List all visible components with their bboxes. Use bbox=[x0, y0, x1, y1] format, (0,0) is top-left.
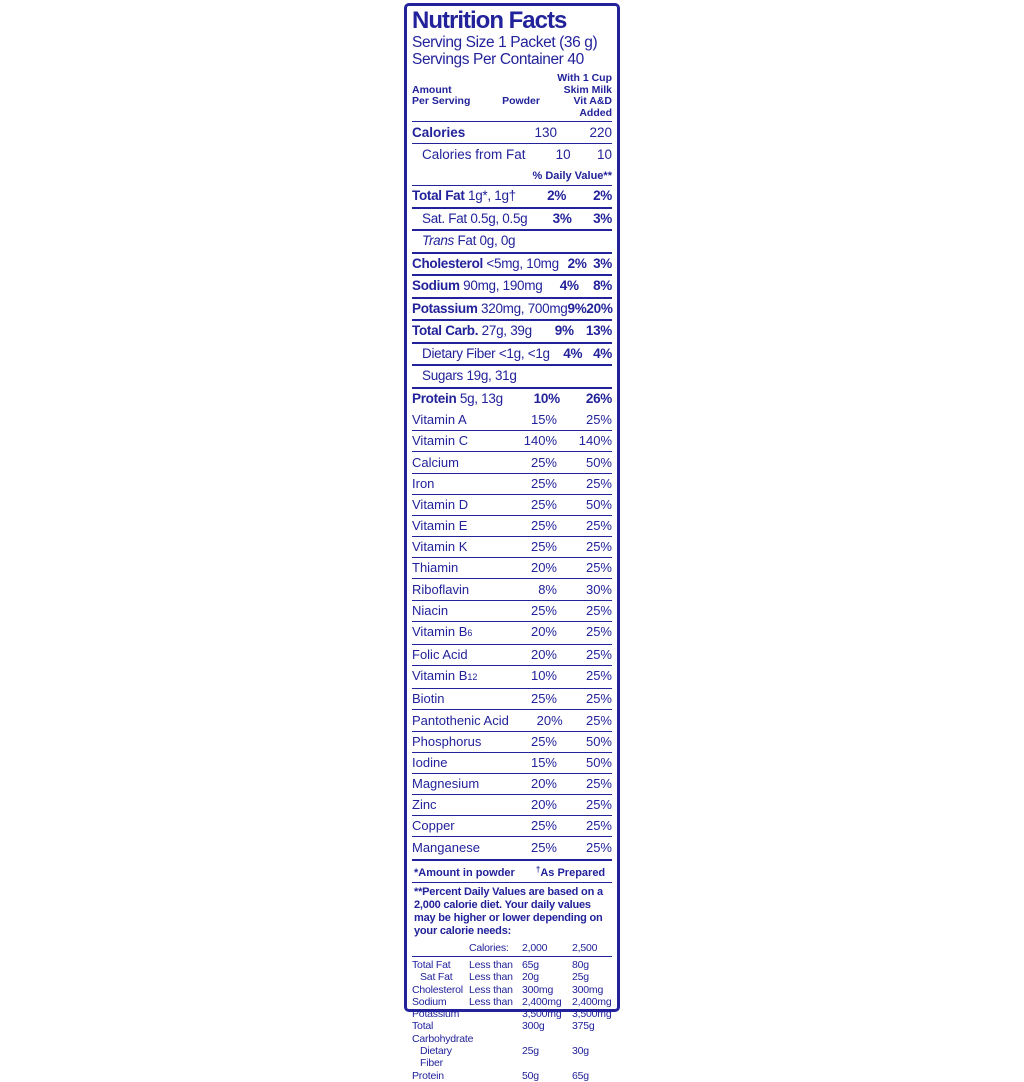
vitamin-powder-dv: 25% bbox=[530, 818, 557, 834]
nutrient-label bbox=[412, 189, 516, 204]
dv-table-row bbox=[412, 1020, 612, 1045]
as-prepared-note bbox=[535, 864, 606, 879]
vitamin-powder-dv: 25% bbox=[530, 839, 557, 855]
dv-row-label: Dietary Fiber bbox=[420, 1044, 452, 1070]
dv-row-qualifier bbox=[469, 1020, 522, 1045]
vitamin-powder-dv: 25% bbox=[530, 454, 557, 470]
nutrient-row bbox=[412, 387, 612, 410]
nutrient-label bbox=[412, 392, 503, 407]
nutrient-label bbox=[412, 302, 568, 317]
vitamin-prepared-dv: 25% bbox=[585, 647, 612, 663]
vitamin-powder-dv: 25% bbox=[530, 518, 557, 534]
vitamin-prepared-dv: 25% bbox=[585, 412, 612, 428]
nutrient-amount: 1g*, 1g† bbox=[468, 188, 516, 203]
vitamin-name: Phosphorus bbox=[412, 733, 482, 749]
dv-row-2000-value: 65g bbox=[522, 958, 539, 971]
calories-row bbox=[412, 143, 612, 165]
dv-row-2500-value: 375g bbox=[572, 1020, 595, 1033]
nutrient-name: Dietary Fiber bbox=[422, 345, 496, 361]
vitamin-row bbox=[412, 731, 612, 752]
vitamin-name: Zinc bbox=[412, 797, 437, 813]
vitamin-name: Vitamin K bbox=[412, 539, 468, 555]
vitamin-powder-dv: 25% bbox=[530, 496, 557, 512]
dv-calories-label: Calories: bbox=[469, 941, 509, 954]
calories-row-label: Calories bbox=[412, 124, 466, 140]
nutrient-label bbox=[412, 212, 527, 227]
calories-row bbox=[412, 122, 612, 143]
dv-table-body bbox=[412, 957, 612, 1082]
vitamin-row bbox=[412, 557, 612, 578]
dv-row-label: Sodium bbox=[412, 995, 447, 1008]
vitamin-name: Biotin bbox=[412, 691, 445, 707]
vitamin-row bbox=[412, 536, 612, 557]
vitamin-prepared-dv: 25% bbox=[585, 818, 612, 834]
nutrient-row bbox=[412, 297, 612, 320]
nutrient-prepared-dv: 3% bbox=[593, 210, 612, 226]
nutrient-amount: 5g, 13g bbox=[459, 390, 503, 406]
vitamin-powder-dv: 15% bbox=[530, 754, 557, 770]
vitamin-row bbox=[412, 752, 612, 773]
vitamin-name: Calcium bbox=[412, 454, 459, 470]
vitamin-name: Iron bbox=[412, 475, 435, 491]
vitamin-prepared-dv: 25% bbox=[585, 560, 612, 576]
with-milk-header-line1 bbox=[412, 73, 612, 85]
nutrient-row bbox=[412, 229, 612, 252]
dv-row-label: Potassium bbox=[412, 1008, 460, 1021]
dv-row-qualifier: Less than bbox=[469, 971, 513, 984]
nutrient-name: Total Carb. bbox=[412, 323, 479, 338]
dv-row-qualifier bbox=[469, 1070, 522, 1082]
nutrient-name: Sodium bbox=[412, 278, 460, 293]
vitamin-prepared-dv: 25% bbox=[585, 518, 612, 534]
dv-row-2500-value: 30g bbox=[572, 1044, 589, 1057]
dv-row-2000-value: 2,400mg bbox=[522, 995, 562, 1008]
nutrient-name: Potassium bbox=[412, 300, 478, 316]
dv-row-label: Total Carbohydrate bbox=[412, 1020, 474, 1045]
vitamin-prepared-dv: 140% bbox=[578, 433, 612, 449]
vitamin-powder-dv: 140% bbox=[523, 433, 557, 449]
prepared-column-header: Vit A&D Added bbox=[573, 95, 612, 119]
vitamin-row bbox=[412, 410, 612, 430]
vitamin-powder-dv: 20% bbox=[530, 776, 557, 792]
vitamin-powder-dv: 20% bbox=[530, 623, 557, 639]
vitamin-powder-dv: 8% bbox=[538, 581, 557, 597]
dv-row-label: Sat Fat bbox=[420, 971, 453, 984]
nutrient-amount: 0.5g, 0.5g bbox=[470, 210, 528, 226]
dv-col-2500-header: 2,500 bbox=[572, 941, 598, 954]
dv-row-2500-value: 80g bbox=[572, 958, 589, 971]
nutrient-row bbox=[412, 364, 612, 387]
nutrient-name: Total Fat bbox=[412, 188, 465, 203]
nutrient-prepared-dv: 8% bbox=[593, 278, 612, 293]
dv-row-qualifier bbox=[469, 1008, 522, 1020]
vitamin-row bbox=[412, 600, 612, 621]
calories-powder-value: 130 bbox=[534, 124, 557, 140]
vitamin-name: Pantothenic Acid bbox=[412, 712, 509, 728]
vitamin-row bbox=[412, 621, 612, 644]
nutrient-name: Trans bbox=[422, 233, 455, 248]
dv-table-row bbox=[412, 1045, 612, 1070]
nutrient-row bbox=[412, 274, 612, 297]
vitamin-row bbox=[412, 578, 612, 599]
nutrient-prepared-dv: 3% bbox=[593, 255, 612, 271]
vitamin-name: Vitamin B6 bbox=[412, 623, 473, 639]
nutrient-label bbox=[412, 369, 517, 384]
with-milk-text-line1: With 1 Cup bbox=[557, 72, 612, 84]
vitamin-row bbox=[412, 665, 612, 688]
vitamin-powder-dv: 25% bbox=[530, 691, 557, 707]
amount-in-powder-note: *Amount in powder bbox=[414, 866, 515, 879]
nutrient-amount: 27g, 39g bbox=[481, 323, 532, 338]
nutrient-powder-dv: 4% bbox=[559, 278, 579, 293]
label-title: Nutrition Facts bbox=[412, 7, 567, 34]
dv-row-2000-value: 300mg bbox=[522, 983, 554, 996]
vitamin-name: Vitamin D bbox=[412, 496, 469, 512]
powder-column-header: Powder bbox=[502, 95, 540, 107]
vitamin-row bbox=[412, 494, 612, 515]
dv-row-qualifier bbox=[469, 1045, 522, 1070]
nutrient-name: Cholesterol bbox=[412, 255, 483, 271]
nutrient-prepared-dv: 26% bbox=[585, 390, 612, 406]
nutrient-powder-dv: 3% bbox=[552, 210, 572, 226]
vitamin-prepared-dv: 50% bbox=[585, 733, 612, 749]
nutrient-label bbox=[412, 279, 542, 294]
as-prepared-text: As Prepared bbox=[540, 866, 606, 879]
nutrient-label bbox=[412, 347, 550, 362]
dv-row-2000-value: 300g bbox=[522, 1020, 545, 1033]
dv-table-row bbox=[412, 1070, 612, 1082]
nutrient-amount: Fat 0g, 0g bbox=[457, 233, 516, 248]
serving-size-line: Serving Size 1 Packet (36 g) bbox=[412, 34, 598, 51]
vitamin-name: Vitamin B12 bbox=[412, 668, 478, 684]
nutrient-name: Protein bbox=[412, 390, 457, 406]
dv-table-row bbox=[412, 996, 612, 1008]
nutrient-label bbox=[412, 234, 515, 249]
dv-table-row bbox=[412, 1008, 612, 1020]
nutrient-powder-dv: 9% bbox=[554, 323, 574, 338]
vitamin-row bbox=[412, 794, 612, 815]
dv-row-2000-value: 50g bbox=[522, 1069, 539, 1082]
dv-row-2000-value: 20g bbox=[522, 971, 539, 984]
vitamin-powder-dv: 20% bbox=[530, 647, 557, 663]
calories-section bbox=[412, 121, 612, 165]
vitamin-prepared-dv: 25% bbox=[585, 839, 612, 855]
column-header-row bbox=[412, 96, 612, 119]
calories-powder-value: 10 bbox=[555, 146, 571, 162]
vitamin-prepared-dv: 25% bbox=[585, 776, 612, 792]
vitamin-powder-dv: 25% bbox=[530, 475, 557, 491]
nutrient-prepared-dv: 2% bbox=[593, 188, 612, 203]
dv-table-row bbox=[412, 971, 612, 983]
vitamin-section bbox=[412, 410, 612, 858]
daily-value-footnote: **Percent Daily Values are based on a 2,000 calorie diet. Your daily values may be higher or lower depending on your calorie needs: bbox=[414, 885, 603, 937]
vitamin-name: Vitamin E bbox=[412, 518, 468, 534]
dv-row-label: Protein bbox=[412, 1069, 444, 1082]
nutrient-row bbox=[412, 319, 612, 342]
vitamin-row bbox=[412, 688, 612, 709]
dv-row-2000-value: 3,500mg bbox=[522, 1008, 562, 1021]
vitamin-powder-dv: 20% bbox=[530, 560, 557, 576]
nutrient-powder-dv: 9% bbox=[567, 300, 587, 316]
vitamin-row bbox=[412, 644, 612, 665]
vitamin-prepared-dv: 25% bbox=[585, 602, 612, 618]
vitamin-name: Vitamin C bbox=[412, 433, 469, 449]
dv-table-row bbox=[412, 984, 612, 996]
vitamin-row bbox=[412, 836, 612, 857]
vitamin-prepared-dv: 25% bbox=[585, 623, 612, 639]
vitamin-powder-dv: 25% bbox=[530, 539, 557, 555]
vitamin-powder-dv: 20% bbox=[536, 712, 563, 728]
with-milk-text-line2: Skim Milk bbox=[563, 83, 612, 96]
vitamin-name: Vitamin A bbox=[412, 412, 467, 428]
nutrient-row bbox=[412, 252, 612, 275]
vitamin-powder-dv: 15% bbox=[530, 412, 557, 428]
amount-label-line1: Amount bbox=[412, 83, 452, 96]
daily-value-heading: % Daily Value** bbox=[412, 166, 612, 186]
nutrient-prepared-dv: 13% bbox=[585, 323, 612, 338]
vitamin-name: Thiamin bbox=[412, 560, 459, 576]
nutrient-amount: 19g, 31g bbox=[466, 368, 517, 383]
calories-prepared-value: 220 bbox=[589, 124, 612, 140]
vitamin-prepared-dv: 50% bbox=[585, 754, 612, 770]
vitamin-name: Riboflavin bbox=[412, 581, 470, 597]
vitamin-name: Manganese bbox=[412, 839, 480, 855]
nutrient-name: Sugars bbox=[422, 368, 463, 383]
vitamin-prepared-dv: 50% bbox=[585, 454, 612, 470]
vitamin-name: Niacin bbox=[412, 602, 449, 618]
nutrient-powder-dv: 10% bbox=[533, 390, 560, 406]
vitamin-powder-dv: 25% bbox=[530, 602, 557, 618]
vitamin-name: Copper bbox=[412, 818, 455, 834]
dv-row-label: Cholesterol bbox=[412, 983, 463, 996]
dv-table-header-row bbox=[412, 942, 612, 957]
dv-col-2000-header: 2,000 bbox=[522, 941, 548, 954]
vitamin-row bbox=[412, 473, 612, 494]
dv-row-2500-value: 300mg bbox=[572, 983, 604, 996]
amount-label-line2: Per Serving bbox=[412, 95, 471, 107]
vitamin-prepared-dv: 25% bbox=[585, 668, 612, 684]
vitamin-row bbox=[412, 815, 612, 836]
nutrient-prepared-dv: 4% bbox=[593, 345, 612, 361]
dv-row-qualifier: Less than bbox=[469, 983, 513, 996]
dv-row-2500-value: 25g bbox=[572, 971, 589, 984]
dv-row-qualifier: Less than bbox=[469, 995, 513, 1008]
dv-row-2000-value: 25g bbox=[522, 1044, 539, 1057]
vitamin-row bbox=[412, 773, 612, 794]
vitamin-prepared-dv: 25% bbox=[585, 539, 612, 555]
vitamin-row bbox=[412, 515, 612, 536]
vitamin-prepared-dv: 50% bbox=[585, 496, 612, 512]
nutrient-amount: <1g, <1g bbox=[498, 345, 550, 361]
nutrition-facts-label bbox=[404, 3, 620, 1082]
nutrient-row bbox=[412, 186, 612, 207]
calories-prepared-value: 10 bbox=[596, 146, 612, 162]
vitamin-name: Folic Acid bbox=[412, 647, 468, 663]
nutrient-section bbox=[412, 186, 612, 409]
column-header bbox=[412, 73, 612, 121]
dv-row-2500-value: 2,400mg bbox=[572, 995, 612, 1008]
vitamin-powder-dv: 20% bbox=[530, 797, 557, 813]
footnote-markers-line bbox=[412, 859, 612, 883]
vitamin-powder-dv: 10% bbox=[530, 668, 557, 684]
calories-row-label: Calories from Fat bbox=[422, 146, 526, 162]
vitamin-name-subscript: 6 bbox=[467, 627, 473, 638]
vitamin-row bbox=[412, 451, 612, 472]
vitamin-row bbox=[412, 709, 612, 730]
nutrient-prepared-dv: 20% bbox=[586, 300, 613, 316]
dv-row-2500-value: 3,500mg bbox=[572, 1008, 612, 1021]
dv-table-row bbox=[412, 959, 612, 971]
dv-row-label: Total Fat bbox=[412, 958, 451, 971]
nutrient-amount: <5mg, 10mg bbox=[486, 255, 559, 271]
nutrient-row bbox=[412, 342, 612, 365]
nutrient-amount: 90mg, 190mg bbox=[463, 278, 543, 293]
dagger-marker: † bbox=[535, 864, 541, 874]
nutrient-label bbox=[412, 257, 559, 272]
nutrient-powder-dv: 2% bbox=[567, 255, 587, 271]
nutrient-powder-dv: 2% bbox=[547, 188, 567, 203]
reference-values-table bbox=[412, 942, 612, 1082]
vitamin-prepared-dv: 25% bbox=[585, 797, 612, 813]
vitamin-row bbox=[412, 430, 612, 451]
nutrient-powder-dv: 4% bbox=[563, 345, 583, 361]
nutrient-label bbox=[412, 324, 532, 339]
vitamin-powder-dv: 25% bbox=[530, 733, 557, 749]
vitamin-name: Iodine bbox=[412, 754, 448, 770]
vitamin-prepared-dv: 30% bbox=[585, 581, 612, 597]
vitamin-prepared-dv: 25% bbox=[585, 691, 612, 707]
servings-per-container-line: Servings Per Container 40 bbox=[412, 51, 584, 68]
vitamin-name-subscript: 12 bbox=[467, 672, 478, 683]
vitamin-prepared-dv: 25% bbox=[585, 475, 612, 491]
vitamin-prepared-dv: 25% bbox=[585, 712, 612, 728]
dv-table-header-spacer bbox=[412, 942, 469, 954]
nutrient-name: Sat. Fat bbox=[422, 210, 467, 226]
dv-row-2500-value: 65g bbox=[572, 1069, 589, 1082]
vitamin-name: Magnesium bbox=[412, 776, 480, 792]
nutrient-row bbox=[412, 207, 612, 230]
dv-row-qualifier: Less than bbox=[469, 958, 513, 971]
nutrient-amount: 320mg, 700mg bbox=[481, 300, 568, 316]
